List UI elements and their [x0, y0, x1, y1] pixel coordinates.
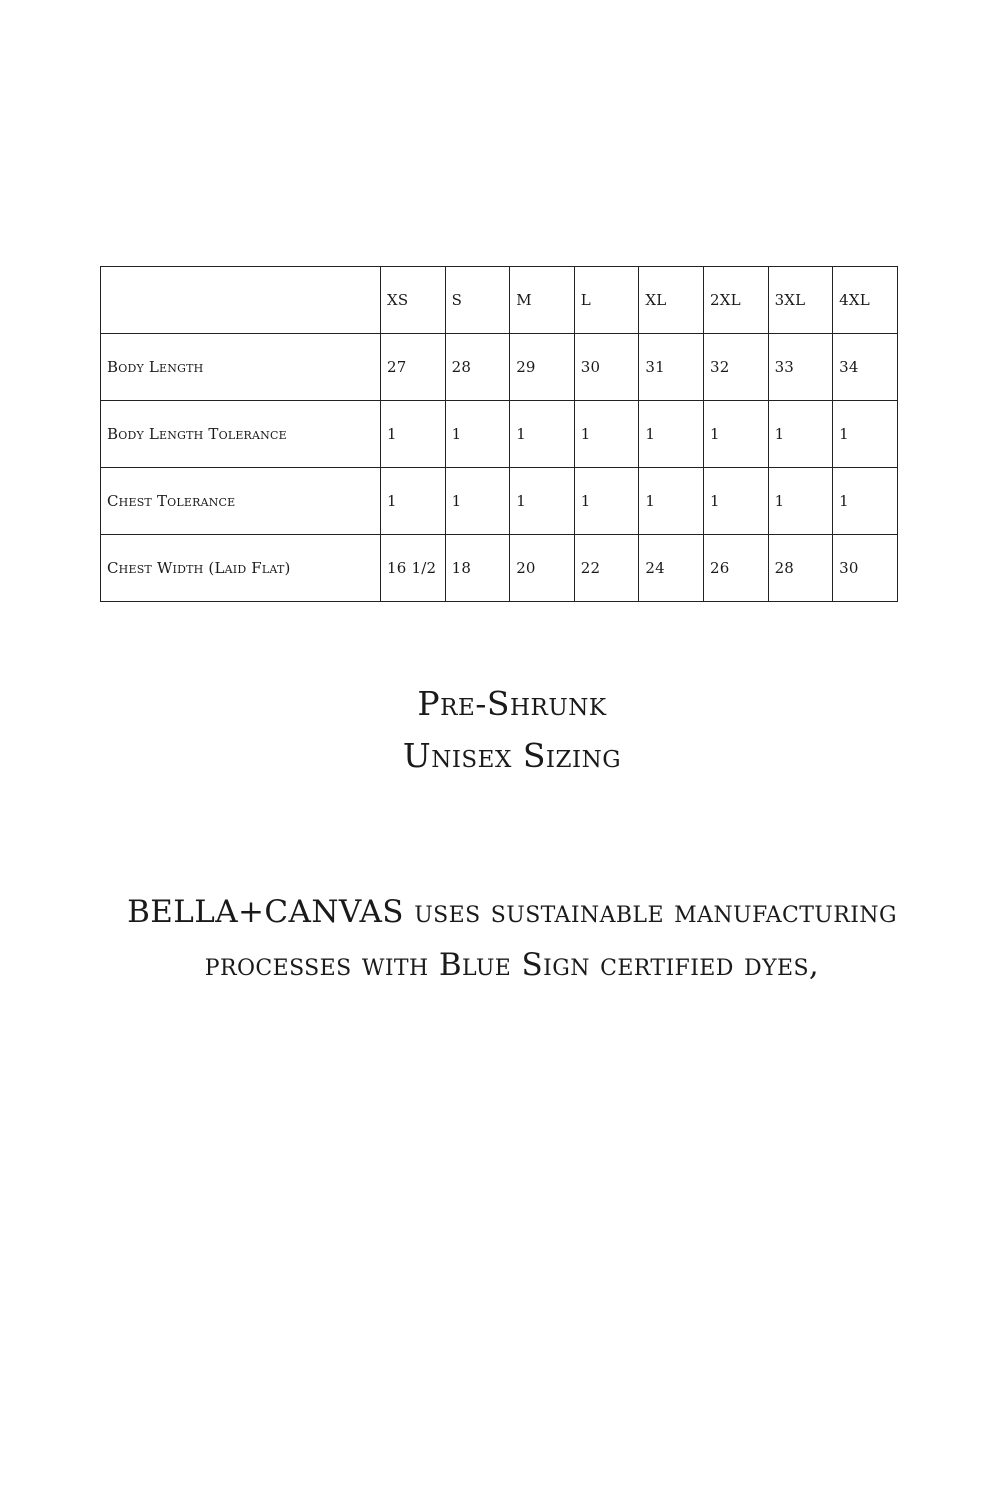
table-cell: 27: [381, 334, 446, 401]
table-row: [101, 468, 898, 535]
table-cell: 1: [510, 401, 575, 468]
table-cell: 29: [510, 334, 575, 401]
table-row: [101, 334, 898, 401]
size-chart-table: [100, 266, 898, 602]
table-cell: 1: [574, 401, 639, 468]
table-cell: 32: [703, 334, 768, 401]
garment-notes: [0, 678, 1000, 782]
unisex-sizing-note: Unisex Sizing: [402, 736, 622, 775]
sustainability-line: BELLA+CANVAS uses sustainable manufacturing: [127, 894, 897, 930]
table-cell: 28: [445, 334, 510, 401]
table-cell: 1: [768, 468, 833, 535]
table-header-row: [101, 267, 898, 334]
size-header-cell: 2XL: [703, 267, 768, 334]
table-cell: 1: [833, 401, 898, 468]
row-label-cell: Chest Width (Laid Flat): [101, 535, 381, 602]
table-row: [101, 401, 898, 468]
table-cell: 1: [381, 401, 446, 468]
table-cell: 1: [703, 401, 768, 468]
table-cell: 22: [574, 535, 639, 602]
table-cell: 1: [574, 468, 639, 535]
table-cell: 20: [510, 535, 575, 602]
size-header-cell: L: [574, 267, 639, 334]
table-cell: 30: [574, 334, 639, 401]
table-cell: 31: [639, 334, 704, 401]
table-cell: 1: [510, 468, 575, 535]
pre-shrunk-note: Pre-Shrunk: [417, 684, 607, 723]
table-cell: 30: [833, 535, 898, 602]
sustainability-line: processes with Blue Sign certified dyes,: [204, 947, 820, 983]
table-cell: 33: [768, 334, 833, 401]
table-cell: 1: [445, 401, 510, 468]
table-cell: 16 1/2: [381, 535, 446, 602]
table-cell: 1: [639, 468, 704, 535]
size-header-cell: 4XL: [833, 267, 898, 334]
table-cell: 18: [445, 535, 510, 602]
table-cell: 1: [768, 401, 833, 468]
size-header-cell: XS: [381, 267, 446, 334]
sustainability-statement: [0, 886, 1000, 992]
size-header-cell: 3XL: [768, 267, 833, 334]
table-cell: 1: [703, 468, 768, 535]
table-cell: 1: [639, 401, 704, 468]
size-header-cell: S: [445, 267, 510, 334]
row-label-cell: Body Length Tolerance: [101, 401, 381, 468]
table-cell: 24: [639, 535, 704, 602]
table-cell: 34: [833, 334, 898, 401]
table-cell: 28: [768, 535, 833, 602]
row-label-cell: Chest Tolerance: [101, 468, 381, 535]
table-cell: 1: [833, 468, 898, 535]
row-label-cell: Body Length: [101, 334, 381, 401]
size-header-cell: M: [510, 267, 575, 334]
table-cell: 1: [381, 468, 446, 535]
table-cell: 26: [703, 535, 768, 602]
table-corner-cell: [101, 267, 381, 334]
table-row: [101, 535, 898, 602]
table-cell: 1: [445, 468, 510, 535]
size-header-cell: XL: [639, 267, 704, 334]
